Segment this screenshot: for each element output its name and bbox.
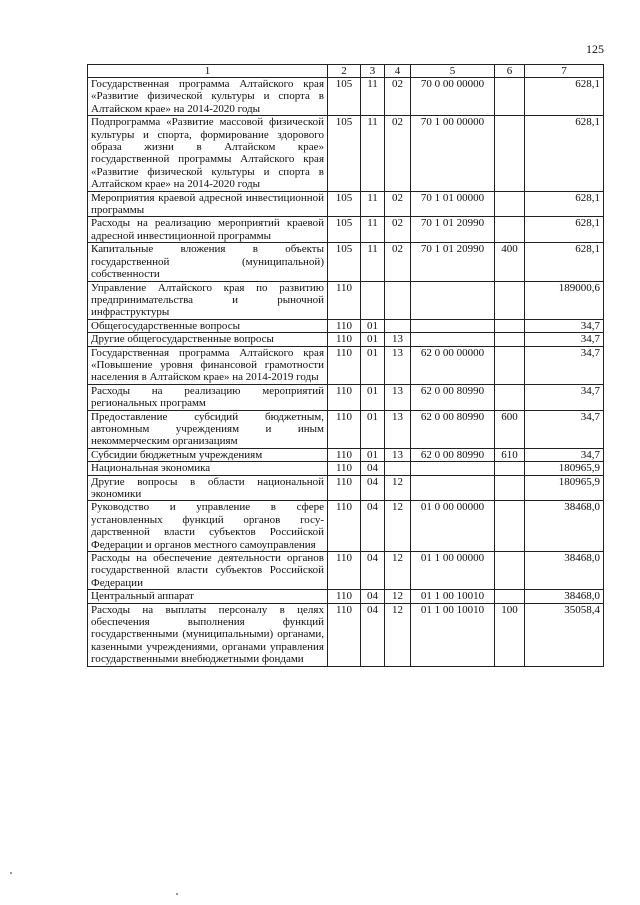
ministry-code-cell: 110 [328,281,361,319]
expense-type-code-cell [495,346,525,384]
section-code-cell: 11 [361,191,385,217]
ministry-code-cell: 110 [328,590,361,603]
scan-speck [10,872,12,874]
target-article-code-cell: 62 0 00 00000 [411,346,495,384]
amount-cell: 34,7 [525,333,604,346]
amount-cell: 180965,9 [525,462,604,475]
section-code-cell: 01 [361,384,385,410]
item-name-cell: Государственная программа Алтайского края «Развитие физической культуры и спорта в Алтайском крае» на 2014-2020 годы [88,78,328,116]
amount-cell: 34,7 [525,384,604,410]
table-row [88,590,604,603]
target-article-code-cell: 62 0 00 80990 [411,448,495,461]
item-name-cell: Мероприятия краевой адресной инвестиционной программы [88,191,328,217]
amount-cell: 34,7 [525,319,604,332]
item-name-cell: Подпрограмма «Развитие массовой физической культуры и спорта, формирование здорового образа жизни в Алтайском крае» государственной программы Алтайского края «Развитие физической культуры и спорта в Алтайском крае» на 2014-2020 годы [88,116,328,191]
header-row [88,65,604,78]
table-row [88,462,604,475]
subsection-code-cell: 13 [385,410,411,448]
budget-table [87,64,604,667]
header-cell: 6 [495,65,525,78]
expense-type-code-cell [495,552,525,590]
section-code-cell: 04 [361,462,385,475]
amount-cell: 34,7 [525,410,604,448]
ministry-code-cell: 110 [328,462,361,475]
amount-cell: 38468,0 [525,590,604,603]
section-code-cell: 01 [361,410,385,448]
table-body [88,78,604,667]
ministry-code-cell: 110 [328,501,361,552]
expense-type-code-cell [495,384,525,410]
amount-cell: 34,7 [525,346,604,384]
target-article-code-cell: 70 1 00 00000 [411,116,495,191]
table-row [88,346,604,384]
ministry-code-cell: 110 [328,552,361,590]
subsection-code-cell: 13 [385,384,411,410]
page-number: 125 [586,42,604,56]
table-row [88,384,604,410]
subsection-code-cell: 12 [385,475,411,501]
amount-cell: 628,1 [525,191,604,217]
subsection-code-cell [385,281,411,319]
expense-type-code-cell: 600 [495,410,525,448]
table-row [88,333,604,346]
subsection-code-cell [385,462,411,475]
expense-type-code-cell [495,475,525,501]
item-name-cell: Руководство и управление в сфере установленных функций органов государственной власти субъектов Российской Федерации и органов местного самоуправления [88,501,328,552]
amount-cell: 38468,0 [525,552,604,590]
section-code-cell: 04 [361,552,385,590]
section-code-cell: 11 [361,243,385,281]
item-name-cell: Расходы на реализацию мероприятий региональных программ [88,384,328,410]
header-cell: 1 [88,65,328,78]
item-name-cell: Расходы на реализацию мероприятий краевой адресной инвестиционной программы [88,217,328,243]
expense-type-code-cell [495,590,525,603]
ministry-code-cell: 110 [328,448,361,461]
header-cell: 5 [411,65,495,78]
header-cell: 2 [328,65,361,78]
ministry-code-cell: 110 [328,384,361,410]
subsection-code-cell: 12 [385,552,411,590]
table-header [88,65,604,78]
subsection-code-cell: 13 [385,333,411,346]
subsection-code-cell: 13 [385,346,411,384]
table-row [88,191,604,217]
ministry-code-cell: 105 [328,116,361,191]
expense-type-code-cell [495,333,525,346]
target-article-code-cell [411,281,495,319]
header-cell: 3 [361,65,385,78]
subsection-code-cell [385,319,411,332]
subsection-code-cell: 12 [385,590,411,603]
section-code-cell: 01 [361,346,385,384]
amount-cell: 38468,0 [525,501,604,552]
item-name-cell: Управление Алтайского края по развитию предпринимательства и рыночной инфраструктуры [88,281,328,319]
table-row [88,475,604,501]
target-article-code-cell [411,462,495,475]
amount-cell: 180965,9 [525,475,604,501]
expense-type-code-cell [495,78,525,116]
item-name-cell: Другие общегосударственные вопросы [88,333,328,346]
subsection-code-cell: 02 [385,78,411,116]
target-article-code-cell: 70 1 01 00000 [411,191,495,217]
target-article-code-cell: 01 1 00 10010 [411,603,495,666]
item-name-cell: Общегосударственные вопросы [88,319,328,332]
section-code-cell: 04 [361,475,385,501]
expense-type-code-cell [495,281,525,319]
target-article-code-cell: 70 0 00 00000 [411,78,495,116]
table-row [88,281,604,319]
table-row [88,552,604,590]
table-row [88,501,604,552]
target-article-code-cell: 01 1 00 00000 [411,552,495,590]
amount-cell: 628,1 [525,116,604,191]
subsection-code-cell: 13 [385,448,411,461]
scan-speck [176,893,178,895]
subsection-code-cell: 02 [385,191,411,217]
subsection-code-cell: 02 [385,217,411,243]
section-code-cell: 04 [361,590,385,603]
item-name-cell: Предоставление субсидий бюджетным, автономным учреждениям и иным некоммерческим организациям [88,410,328,448]
expense-type-code-cell [495,501,525,552]
table-row [88,319,604,332]
expense-type-code-cell [495,116,525,191]
target-article-code-cell [411,333,495,346]
table-row [88,410,604,448]
ministry-code-cell: 105 [328,243,361,281]
section-code-cell: 04 [361,501,385,552]
amount-cell: 628,1 [525,78,604,116]
ministry-code-cell: 110 [328,475,361,501]
target-article-code-cell: 70 1 01 20990 [411,217,495,243]
amount-cell: 189000,6 [525,281,604,319]
subsection-code-cell: 02 [385,243,411,281]
target-article-code-cell [411,475,495,501]
expense-type-code-cell: 100 [495,603,525,666]
ministry-code-cell: 105 [328,217,361,243]
item-name-cell: Расходы на обеспечение деятельности органов государственной власти субъектов Российской Федерации [88,552,328,590]
ministry-code-cell: 110 [328,333,361,346]
amount-cell: 34,7 [525,448,604,461]
section-code-cell [361,281,385,319]
section-code-cell: 11 [361,78,385,116]
table-row [88,217,604,243]
item-name-cell: Субсидии бюджетным учреждениям [88,448,328,461]
table-row [88,116,604,191]
table-row [88,603,604,666]
ministry-code-cell: 110 [328,319,361,332]
subsection-code-cell: 12 [385,603,411,666]
amount-cell: 35058,4 [525,603,604,666]
section-code-cell: 01 [361,333,385,346]
expense-type-code-cell [495,462,525,475]
header-cell: 4 [385,65,411,78]
target-article-code-cell: 62 0 00 80990 [411,384,495,410]
section-code-cell: 04 [361,603,385,666]
header-cell: 7 [525,65,604,78]
ministry-code-cell: 110 [328,603,361,666]
target-article-code-cell: 01 1 00 10010 [411,590,495,603]
target-article-code-cell: 01 0 00 00000 [411,501,495,552]
expense-type-code-cell [495,319,525,332]
table-row [88,448,604,461]
table-row [88,78,604,116]
subsection-code-cell: 02 [385,116,411,191]
expense-type-code-cell: 400 [495,243,525,281]
item-name-cell: Расходы на выплаты персоналу в целях обеспечения выполнения функций государственными (муниципальными) органами, казенными учреждениями, органами управления государственными внебюджетными фондами [88,603,328,666]
ministry-code-cell: 105 [328,191,361,217]
item-name-cell: Капитальные вложения в объекты государственной (муниципальной) собственности [88,243,328,281]
ministry-code-cell: 105 [328,78,361,116]
item-name-cell: Центральный аппарат [88,590,328,603]
target-article-code-cell: 62 0 00 80990 [411,410,495,448]
target-article-code-cell [411,319,495,332]
item-name-cell: Государственная программа Алтайского края «Повышение уровня финансовой грамотности населения в Алтайском крае» на 2014-2019 годы [88,346,328,384]
section-code-cell: 01 [361,319,385,332]
subsection-code-cell: 12 [385,501,411,552]
target-article-code-cell: 70 1 01 20990 [411,243,495,281]
expense-type-code-cell [495,217,525,243]
expense-type-code-cell: 610 [495,448,525,461]
item-name-cell: Другие вопросы в области национальной экономики [88,475,328,501]
expense-type-code-cell [495,191,525,217]
ministry-code-cell: 110 [328,346,361,384]
item-name-cell: Национальная экономика [88,462,328,475]
table-row [88,243,604,281]
section-code-cell: 11 [361,217,385,243]
section-code-cell: 11 [361,116,385,191]
section-code-cell: 01 [361,448,385,461]
ministry-code-cell: 110 [328,410,361,448]
amount-cell: 628,1 [525,243,604,281]
amount-cell: 628,1 [525,217,604,243]
